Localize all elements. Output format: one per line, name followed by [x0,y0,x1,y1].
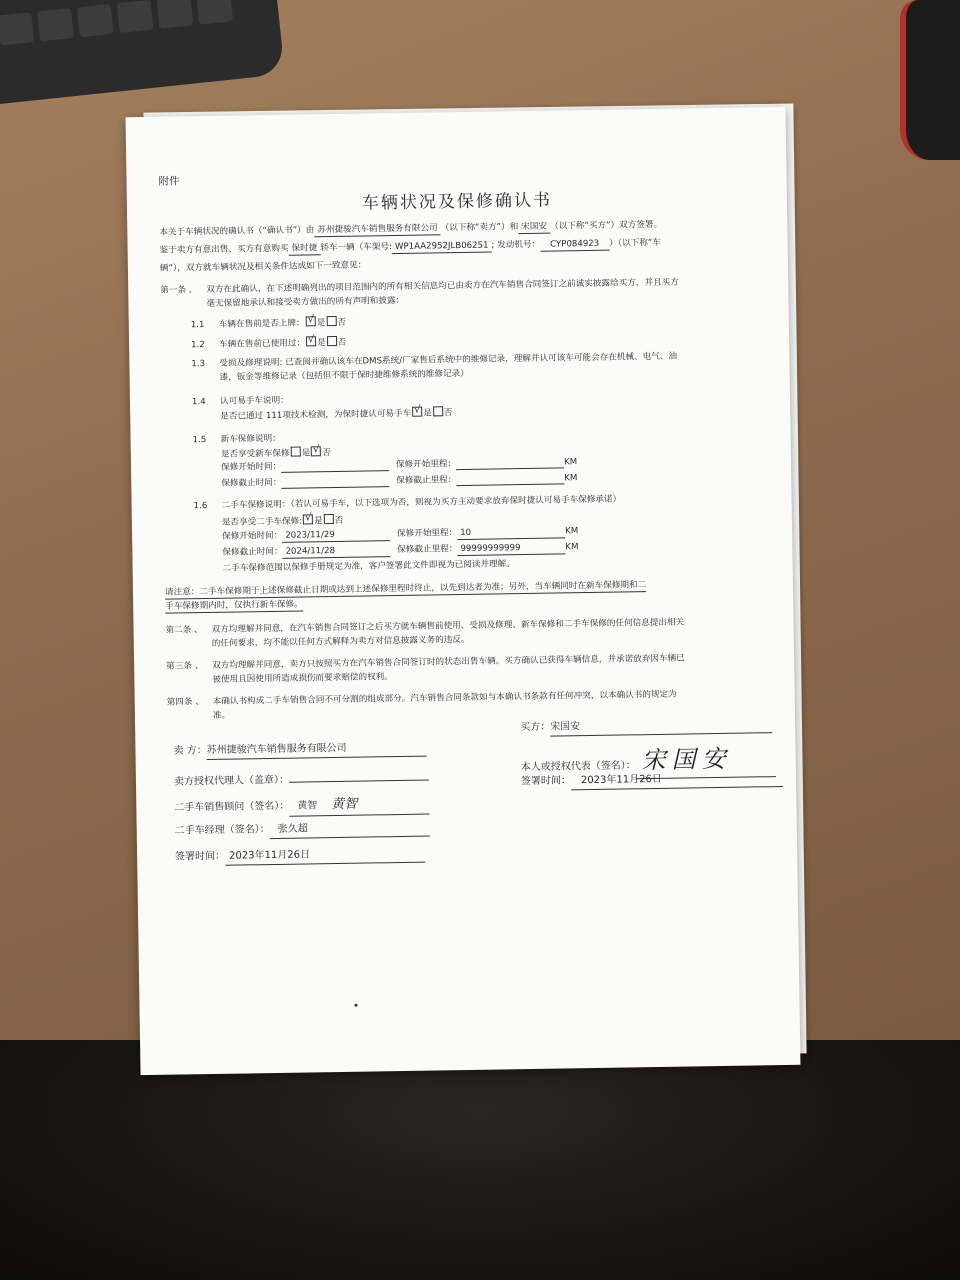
seller-date-label: 签署时间： [175,850,226,863]
checkbox-1-6-yes[interactable] [303,514,313,524]
new-warranty-start-time-field[interactable] [281,461,389,474]
manager-label: 二手车经理（签名）： [174,824,270,837]
device-corner [900,0,960,160]
seller-date-field[interactable] [225,847,425,866]
item-number: 1.2 [191,340,205,351]
yes-label: 是 [316,338,326,349]
item-1-3-cont: 漆，钣金等维修记录（包括但不限于保时捷维修系统的维修记录） [219,368,469,383]
seller-agent-row [174,769,429,791]
article-4-label: 第四条 、 [166,697,204,708]
yes-label: 是 [316,318,326,329]
used-warranty-start-date[interactable]: 2023/11/29 [282,528,390,543]
item-1-6 [194,494,622,513]
buyer-date-field[interactable] [571,771,783,790]
checkbox-1-2-no[interactable] [327,336,337,346]
intro-text: 鉴于卖方有意出售、买方有意购买 [159,243,289,256]
km-unit: KM [565,526,579,537]
buyer-name-field: 宋国安 [518,221,550,235]
field-label: 保修截止时间： [222,546,283,558]
checkbox-1-1-no[interactable] [326,316,336,326]
item-number: 1.4 [191,397,206,408]
intro-line-3: 辆”），双方就车辆状况及相关条件达成如下一致意见： [159,260,367,274]
dark-fabric [0,1040,960,1280]
buyer-date-value: 2023年11月26日 [580,773,662,787]
attachment-label: 附件 [158,175,180,188]
notice-line-1 [165,579,646,600]
item-1-4 [192,395,289,409]
used-warranty-start-km[interactable]: 10 [457,525,565,540]
intro-text: （以下称“买方”）双方签署。 [549,219,663,232]
article-1-label: 第一条 、 [160,285,198,296]
checkbox-1-1-yes[interactable] [306,316,316,326]
item-number: 1.5 [192,435,207,446]
advisor-name: 黄智 [297,800,318,812]
article-2-text-cont: 的任何要求，均不能以任何方式解释为卖方对信息披露义务的违反。 [211,634,470,649]
item-text: 受损及修理说明: 已查阅并确认该车在DMS系统/厂家售后系统中的维修记录，理解并认可该车可能会存在机械、电气、油 [219,351,678,369]
item-text: 是否已通过 111项技术检测，为保时捷认可易手车 [220,408,412,422]
article-3-text-cont: 被使用且因使用所造成损伤而要求赔偿的权利。 [212,672,393,685]
item-text: 是否享受新车保修 [220,448,290,460]
article-1-text: 双方在此确认，在下述明确列出的项目范围内的所有相关信息均已由卖方在汽车销售合同签订之前诚实披露给买方，并且买方 [206,277,679,295]
intro-line-1 [159,219,662,240]
advisor-handwritten-signature: 黄智 [331,796,358,813]
item-number: 1.3 [191,359,206,370]
seller-name-field: 苏州捷骏汽车销售服务有限公司 [314,222,441,237]
item-1-2 [191,336,346,352]
checkbox-1-4-yes[interactable] [412,407,422,417]
document-title: 车辆状况及保修确认书 [361,190,553,214]
seller-date-row [175,847,425,866]
no-label: 否 [334,515,344,527]
item-1-5 [193,433,281,447]
buyer-date-row [521,771,783,791]
checkbox-1-4-no[interactable] [433,406,443,416]
notice-line-2 [165,599,303,615]
article-4-text: 本确认书构成二手车销售合同不可分割的组成部分。汽车销售合同条款如与本确认书条款有任何冲突，以本确认书的规定为 [212,689,677,707]
intro-text: （以下称“卖方”）和 [440,222,519,234]
used-warranty-end-km[interactable]: 99999999999 [457,541,565,556]
article-4-text-cont: 准。 [212,710,231,721]
item-text: 车辆在售前是否上牌： [218,318,305,330]
item-text: 二手车保修说明：（若认可易手车，以下选项为否，则视为买方主动要求放弃保时捷认可易手车保修承诺） [221,494,622,511]
yes-label: 是 [314,516,323,527]
buyer-name: 宋国安 [550,721,581,733]
new-warranty-end-row [221,472,577,490]
seller-agent-field[interactable] [289,769,429,783]
no-label: 否 [443,408,453,419]
used-warranty-end-date[interactable]: 2024/11/28 [282,544,390,559]
intro-line-2 [160,237,662,258]
advisor-row [174,795,429,819]
seller-agent-label: 卖方授权代理人（盖章）： [173,774,290,788]
yes-label: 是 [423,408,432,419]
brand-field: 保时捷 [288,242,320,256]
checkbox-1-5-yes[interactable] [290,447,300,457]
item-text: 车辆在售前已使用过： [219,338,306,350]
new-warranty-end-km-field[interactable] [456,474,564,487]
used-warranty-end-row [222,541,578,560]
km-unit: KM [564,473,578,484]
article-3-label: 第三条 、 [166,661,204,672]
item-1-1 [191,316,346,332]
manager-field[interactable] [270,821,430,839]
item-text: 新车保修说明： [220,433,281,445]
field-label: 保修截止时间： [221,477,282,489]
checkbox-1-5-no[interactable] [311,446,321,456]
seller-value: 苏州捷骏汽车销售服务有限公司 [207,741,427,760]
new-warranty-start-km-field[interactable] [456,458,564,471]
buyer-row [520,717,772,736]
document-page [126,107,801,1075]
field-label: 保修开始时间： [222,530,283,542]
intro-text: 轿车一辆（车架号: [320,242,393,254]
intro-text: ; 发动机号： [491,239,541,251]
item-1-6-question [222,514,344,529]
item-1-5-question [221,446,331,461]
km-unit: KM [565,542,579,553]
buyer-label: 买方： [520,721,551,734]
advisor-field[interactable] [289,795,429,817]
vin-field: WP1AA2952JLB06251 [392,240,492,255]
buyer-handwritten-signature: 宋国安 [641,744,732,775]
item-1-4-question [220,406,452,423]
buyer-date-label: 签署时间： [520,775,572,788]
field-label: 保修开始时间： [220,461,282,473]
item-number: 1.6 [193,501,208,512]
field-label: 保修截止里程： [397,544,458,556]
item-text: 认可易手车说明： [219,395,289,407]
no-label: 否 [337,317,347,328]
engine-number-field: CYP084923 [540,238,609,253]
km-unit: KM [563,457,578,468]
notice-text: 请注意：二手车保修期于上述保修截止日期或达到上述保修里程时终止，以先到达者为准；另外，当车辆同时在新车保修期和二 [165,579,646,600]
item-number: 1.1 [190,320,205,331]
manager-name: 张久超 [277,823,308,835]
seller-label: 卖 方： [173,745,207,757]
checkbox-1-6-no[interactable] [324,514,334,524]
article-3-text: 双方均理解并同意，卖方只按照买方在汽车销售合同签订时的状态出售车辆。买方确认已获得车辆信息，并承诺放弃因车辆已 [212,653,685,671]
checkbox-1-2-yes[interactable] [306,336,316,346]
article-2-text: 双方均理解并同意，在汽车销售合同签订之后买方就车辆售前使用、受损及修理、新车保修和二手车保修的任何信息提出相关 [211,617,685,635]
field-label: 保修开始里程： [395,459,457,471]
manager-row [175,821,430,841]
no-label: 否 [337,337,347,348]
item-1-6-note: 二手车保修范围以保修手册规定为准，客户签署此文件即视为已阅读并理解。 [222,559,515,574]
seller-row [173,741,426,760]
article-1-text-cont: 毫无保留地承认和接受卖方做出的所有声明和披露： [206,295,405,309]
advisor-label: 二手车销售顾问（签名）： [174,800,290,814]
notice-text: 手车保修期内时，仅执行新车保修。 [165,599,303,615]
item-text: 是否享受二手车保修: [221,516,303,528]
buyer-field [550,717,772,736]
no-label: 否 [322,448,331,459]
intro-text: ）（以下称“车 [609,237,662,249]
field-label: 保修截止里程： [396,475,457,487]
intro-text: 本关于车辆状况的确认书（“确认书”）由 [159,225,315,238]
seller-date-value: 2023年11月26日 [229,849,311,862]
print-dot [354,1004,357,1007]
new-warranty-end-time-field[interactable] [281,477,389,490]
yes-label: 是 [301,448,311,459]
article-2-label: 第二条 、 [165,625,203,636]
field-label: 保修开始里程： [396,528,458,540]
buyer-rep-label: 本人或授权代表（签名）： [520,760,636,774]
